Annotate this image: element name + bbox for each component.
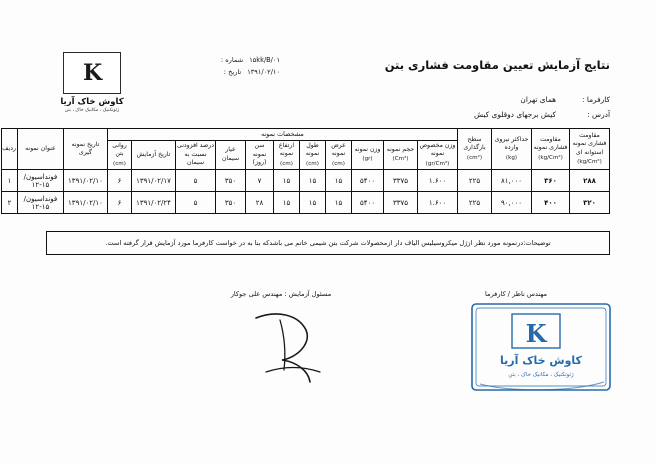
results-table xyxy=(1,128,610,214)
cell-max-force: ۹۰,۰۰۰ xyxy=(492,192,532,214)
meta-number-label: شماره : xyxy=(220,56,244,64)
cell-sampling-date: ۱۳۹۱/۰۲/۱۰ xyxy=(63,192,107,214)
client-row-employer xyxy=(280,92,610,107)
table-row xyxy=(1,170,609,192)
client-employer-value: همای تهران xyxy=(520,95,556,104)
page-title: نتایج آزمایش تعیین مقاومت فشاری بتن xyxy=(384,58,610,72)
meta-date-value: ۱۳۹۱/۰۲/۱۰ xyxy=(247,68,280,76)
cell-test-date: ۱۳۹۱/۰۲/۲۴ xyxy=(132,192,176,214)
logo-mark-icon xyxy=(63,52,121,94)
cell-compressive-strength-equivalent: ۲۸۸ xyxy=(570,170,610,192)
cell-sample-height: ۱۵ xyxy=(274,170,300,192)
company-stamp xyxy=(466,300,616,395)
cell-row-number: ۲ xyxy=(1,192,17,214)
cell-sample-height: ۱۵ xyxy=(274,192,300,214)
logo-company-name: کاوش خاک آریا xyxy=(60,97,124,107)
cell-sample-weight: ۵۴۰۰ xyxy=(352,170,384,192)
col-sampling-date: تاریخ نمونه گیری xyxy=(63,129,107,170)
signature-supervisor-label: مهندس ناظر / کارفرما xyxy=(485,290,547,298)
cell-cement-amount: ۳۵۰ xyxy=(216,192,246,214)
cell-loading-area: ۲۲۵ xyxy=(458,192,492,214)
meta-row-number xyxy=(150,54,280,66)
col-cement-amount: عیار سیمان xyxy=(216,140,246,170)
svg-text:کاوش خاک آریا: کاوش خاک آریا xyxy=(500,354,582,367)
col-sample-width: طول نمونه (cm) xyxy=(300,140,326,170)
col-sample-section: عرض نمونه (cm) xyxy=(326,140,352,170)
cell-compressive-strength: ۳۶۰ xyxy=(532,170,570,192)
cell-sample-age: ۷ xyxy=(246,170,274,192)
notes-box: توضیحات:درنمونه مورد نظر ازژل میکروسیلیس الیاف دار ازمحصولات شرکت بتن شیمی خاتم می باشدکه بنا به در خواست کارفرما مورد آزمایش قرار گرفته است. xyxy=(46,231,610,255)
document-meta xyxy=(150,54,280,78)
cell-slump: ۶ xyxy=(107,192,131,214)
client-info xyxy=(280,92,610,122)
col-loading-area: سطح بارگذاری (cm²) xyxy=(458,129,492,170)
cell-specific-weight: ۱.۶۰۰ xyxy=(418,170,458,192)
cell-specific-weight: ۱.۶۰۰ xyxy=(418,192,458,214)
cell-slump: ۶ xyxy=(107,170,131,192)
svg-text:ژئوتکنیک ، مکانیک خاک ، بتن: ژئوتکنیک ، مکانیک خاک ، بتن xyxy=(508,372,574,378)
col-sample-age: سن نمونه (روز) xyxy=(246,140,274,170)
cell-sample-age: ۲۸ xyxy=(246,192,274,214)
cell-compressive-strength: ۴۰۰ xyxy=(532,192,570,214)
col-test-date: تاریخ آزمایش xyxy=(132,140,176,170)
col-sample-title: عنوان نمونه xyxy=(17,129,63,170)
col-row-number: ردیف xyxy=(1,129,17,170)
cell-sample-weight: ۵۴۰۰ xyxy=(352,192,384,214)
cell-loading-area: ۲۲۵ xyxy=(458,170,492,192)
cell-silica-percent: ۵ xyxy=(176,170,216,192)
cell-silica-percent: ۵ xyxy=(176,192,216,214)
signature-technician-label: مسئول آزمایش : مهندس علی جوکار xyxy=(230,290,332,298)
cell-sample-section: ۱۵ xyxy=(326,170,352,192)
cell-cement-amount: ۳۵۰ xyxy=(216,170,246,192)
svg-text:K: K xyxy=(525,319,547,348)
meta-number-value: ۱۵kk/B/۰۱ xyxy=(249,56,280,64)
col-sample-volume: حجم نمونه (Cm³) xyxy=(384,140,418,170)
col-silica-percent: درصد افزودنی نسبت به سیمان xyxy=(176,140,216,170)
cell-sampling-date: ۱۳۹۱/۰۲/۱۰ xyxy=(63,170,107,192)
col-max-force: حداکثر نیروی وارده (kg) xyxy=(492,129,532,170)
table-row xyxy=(1,192,609,214)
table-group-sample-specs: مشخصات نمونه xyxy=(107,129,457,141)
cell-compressive-strength-equivalent: ۳۲۰ xyxy=(570,192,610,214)
logo-letter: K xyxy=(82,60,102,86)
meta-row-date xyxy=(150,66,280,78)
handwritten-signature xyxy=(236,300,356,395)
company-logo xyxy=(46,52,138,113)
client-address-value: کیش برجهای دوقلوی کیش xyxy=(474,110,556,119)
cell-max-force: ۸۱,۰۰۰ xyxy=(492,170,532,192)
logo-company-subtitle: ژئوتکنیک ، مکانیک خاک ، بتن xyxy=(64,108,120,113)
col-slump: روانی بتن (cm) xyxy=(107,140,131,170)
cell-test-date: ۱۳۹۱/۰۲/۱۷ xyxy=(132,170,176,192)
client-employer-label: کارفرما : xyxy=(582,95,610,104)
client-address-label: آدرس : xyxy=(587,110,610,119)
cell-sample-section: ۱۵ xyxy=(326,192,352,214)
cell-sample-title: فونداسیون/۱۵-۱۲ xyxy=(17,170,63,192)
col-specific-weight: وزن مخصوص نمونه (gr/Cm³) xyxy=(418,140,458,170)
cell-sample-volume: ۳۳۷۵ xyxy=(384,192,418,214)
col-compressive-strength-equivalent: مقاومت فشاری نمونه استوانه ای (kg/Cm²) xyxy=(570,129,610,170)
col-sample-height: ارتفاع نمونه (cm) xyxy=(274,140,300,170)
table-group-header-row xyxy=(1,129,609,141)
meta-date-label: تاریخ : xyxy=(223,68,242,76)
col-compressive-strength: مقاومت فشاری نمونه (kg/Cm²) xyxy=(532,129,570,170)
client-row-address xyxy=(280,107,610,122)
cell-row-number: ۱ xyxy=(1,170,17,192)
cell-sample-width: ۱۵ xyxy=(300,192,326,214)
cell-sample-width: ۱۵ xyxy=(300,170,326,192)
table-body xyxy=(1,170,609,214)
cell-sample-title: فونداسیون/۱۵-۱۲ xyxy=(17,192,63,214)
cell-sample-volume: ۳۳۷۵ xyxy=(384,170,418,192)
col-sample-weight: وزن نمونه (gr) xyxy=(352,140,384,170)
